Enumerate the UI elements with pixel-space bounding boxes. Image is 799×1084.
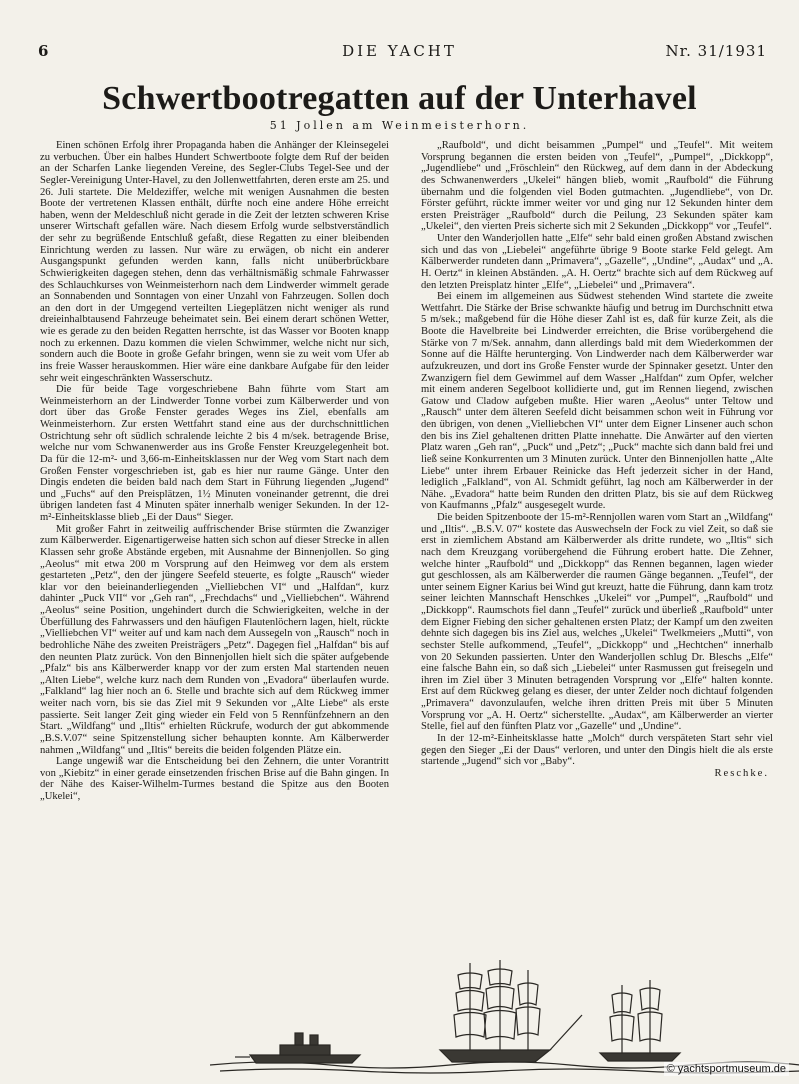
paragraph: Mit großer Fahrt in zeitweilig auffrischender Brise stürmten die Zwanziger zum Kälberwerder. Eigenartigerweise hatten sich schon auf dieser Strecke in allen Klassen sehr große Abstände ergeben, mit Ausnahme der Binnenjollen. So ging „Aeolus“ mit etwa 200 m Vorsprung auf den Heimweg vor dem als erstem gestarteten „Petz“, den der jüngere Seefeld steuerte, es folgte „Rausch“ wieder klar vor den beieinanderliegenden „Vielliebchen VI“ und „Halfdan“, kurz dahinter „Puck VII“ vor „Geh ran“, „Frechdachs“ und „Vielliebchen“. Während „Aeolus“ seine Position, ungehindert durch die Schwierigkeiten, welche in der Überfüllung des Fahrwassers und den häufigen Flautenlöchern lagen, hielt, rückte „Vielliebchen VI“ weiter auf und kam nach dem Aussegeln von „Rausch“ noch in bedrohliche Nähe des zweiten Preisträgers „Petz“. Dagegen fiel „Halfdan“ bis auf den neunten Platz zurück. Von den Binnenjollen hielt sich die später aufgebende „Pfalz“ bis ans Kälberwerder knapp vor der zum ersten Mal startenden neuen „Alten Liebe“, welche kurz nach dem Runden von „Evadora“ überlaufen wurde. „Falkland“ lag hier noch an 6. Stelle und brachte sich auf dem Rückweg immer weiter nach vorn, bis sie das Ziel mit 9 Sekunden vor „Alte Liebe“ als erste passierte. Seit langer Zeit ging wieder ein Feld von 5 Rennfünfzehnern an den Start. „Wildfang“ und „Iltis“ erhielten Rückrufe, wodurch der gut abkommende „B.S.V.07“ seine Spitzenstellung sicher behaupten konnte. Am Kälberwerder nahmen „Wildfang“ und „Iltis“ bereits die beiden folgenden Plätze ein. — [40, 523, 389, 756]
paragraph: Lange ungewiß war die Entscheidung bei den Zehnern, die unter Vorantritt von „Kiebitz“ in einer gerade einsetzenden frischen Brise auf die Bahn gingen. In der Nähe des Kaiser-Wilhelm-Turmes bestand die Spitze aus den Booten „Ukelei“, — [40, 756, 389, 802]
issue-number: Nr. 31/1931 — [665, 42, 767, 60]
article-subtitle: 51 Jollen am Weinmeisterhorn. — [269, 119, 530, 132]
magazine-name: DIE YACHT — [342, 42, 457, 60]
paragraph: Einen schönen Erfolg ihrer Propaganda haben die Anhänger der Kleinsegelei zu verbuchen. Über ein halbes Hundert Schwertboote folgte dem Ruf der beiden an der Scharfen Lanke liegenden Vereine, des Segler-Clubs Tegel-See und der Segler-Vereinigung Unter-Havel, zu den Jollenwettfahrten, deren erste am 25. und 26. Juli startete. Die Meldeziffer, welche mit wenigen Ausnahmen die besten Boote der vertretenen Klassen enthält, dürfte noch eine andere Höhe erreicht haben, wenn der Meldeschluß nicht gerade in die Zeit der letzten schweren Krise unserer Wirtschaft gefallen wäre. Nach diesem Erfolg wurde selbstverständlich der sehr zu begrüßende Entschluß gefaßt, diese Regatten zu einer bleibenden Einrichtung werden zu lassen. Nur wäre zu erwägen, ob nicht ein anderer Ausgangspunkt gefunden werden kann, falls nicht unüberbrückbare Schwierigkeiten dagegen stehen, denn das verhältnismäßig schmale Fahrwasser des Schlauchkurses von Weinmeisterhorn nach dem Lindwerder wimmelt gerade an Sonnabenden und Sonntagen von einer Unzahl von Fahrzeugen. Sollen doch an den dort in der Umgegend verteilten Liegeplätzen nicht weniger als rund dreieinhalbtausend Fahrzeuge beheimatet sein. Bei einem derart schönen Wetter, wie es gerade zu den beiden Regatten herrschte, ist das Wasser vor Booten knapp noch zu erkennen. Dazu kommen die vielen Schwimmer, welche nicht nur sich, sondern auch die Boote in große Gefahr bringen, wenn sie zu weit vom Ufer ab ins freie Wasser herauskommen. Hier wäre eine dankbare Aufgabe für den leider sehr weit eingeschränkten Wasserschutz. — [40, 140, 389, 384]
paragraph: Die für beide Tage vorgeschriebene Bahn führte vom Start am Weinmeisterhorn an der Lindwerder Tonne vorbei zum Kälberwerder und von dort über das Große Fenster gerades Weges ins Ziel, ebenfalls am Weinmeisterhorn. Zur ersten Wettfahrt stand eine aus der durchschnittlichen Ostrichtung sehr oft südlich schralende leichte 2 bis 4 m/sek. betragende Brise, welche nur vom Schwanenwerder aus ins Große Fenster Kreuzgelegenheit bot. Da für die 12-m²- und 3,66-m-Einheitsklassen nur der Weg vom Start nach dem Großen Fenster vorgeschrieben ist, gab es hier nur raume Gänge. Unter den Dingis endeten die beiden bald nach dem Start in Führung liegenden „Jugend“ und „Fuchs“ auf den Preisplätzen, 1½ Minuten voneinander getrennt, die drei übrigen landeten fast 4 Minuten später innerhalb weniger Sekunden. In der 12-m²-Einheitsklasse blieb „Ei der Daus“ Sieger. — [40, 384, 389, 523]
watermark-credit: © yachtsportmuseum.de — [664, 1062, 789, 1076]
sailing-ships-illustration — [210, 955, 799, 1075]
page-number: 6 — [38, 42, 50, 60]
paragraph: „Raufbold“, und dicht beisammen „Pumpel“ und „Teufel“. Mit weitem Vorsprung begannen die ersten beiden von „Teufel“, „Pumpel“, „Dickkopp“, „Jugendliebe“ und „Fröschlein“ den Rückweg, auf dem dann in der Abdeckung des Schwanenwerders „Ukelei“ hängen blieb, womit „Raufbold“ die Führung übernahm und die folgenden viel Boden gutmachten. „Jugendliebe“, von Dr. Förster geführt, rückte immer weiter vor und ging nur 12 Sekunden hinter dem ersten Preisträger „Raufbold“ durch die Peilung, 23 Sekunden später kam „Ukelei“, den vierten Preis sicherte sich mit 2 Sekunden „Dickkopp“ vor „Teufel“. — [421, 140, 773, 233]
paragraph: Bei einem im allgemeinen aus Südwest stehenden Wind startete die zweite Wettfahrt. Die Stärke der Brise schwankte häufig und betrug im Durchschnitt etwa 5 m/sek.; maßgebend für die Höhe dieser Zahl ist es, daß für kurze Zeit, als die Boote die Havelbreite bei Lindwerder erreichten, die Brise vorübergehend die Stärke von 7 m/Sek. annahm, dann allerdings bald mit dem Wiederkommen der Sonne auf die Hälfte herunterging. Von Lindwerder nach dem Kälberwerder war aufzukreuzen, und dort ins Große Fenster wurde der Spinnaker gesetzt. Unter den Zwanzigern fiel dem Gewimmel auf dem Wasser „Halfdan“ zum Opfer, welcher mit einem anderen Segelboot kollidierte und, gut im Rennen liegend, zwischen Gatow und Cladow aufgeben mußte. Hier waren „Aeolus“ unter Teltow und „Rausch“ unter dem älteren Seefeld dicht beisammen schon weit in Führung vor den übrigen, von denen „Vielliebchen VI“ unter dem Eigner Linsener auch schon den bis ins Ziel gehaltenen dritten Platte innehatte. Die Anwärter auf den vierten Platz waren „Geh ran“, „Puck“ und „Petz“; „Puck“ machte sich dann bald frei und ließ seine Konkurrenten um 3 Minuten zurück. Unter den Binnenjollen hatte „Alte Liebe“ unter ihrem Erbauer Reinicke das Heft jederzeit sicher in der Hand, lediglich „Falkland“, von Al. Schmidt geführt, lag noch am Kälberwerder in der Nähe. „Evadora“ hatte beim Runden den dritten Platz, bis sie auf dem Rückweg von Kaufmanns „Pfalz“ ausgesegelt wurde. — [421, 291, 773, 512]
paragraph: In der 12-m²-Einheitsklasse hatte „Molch“ durch verspäteten Start sehr viel gegen den Sieger „Ei der Daus“ verloren, und unter den Dingis hielt die als erste startende „Jugend“ sich vor „Baby“. — [421, 732, 773, 768]
author-signature: Reschke. — [714, 767, 769, 779]
paragraph: Die beiden Spitzenboote der 15-m²-Rennjollen waren vom Start an „Wildfang“ und „Iltis“. „B.S.V. 07“ kostete das Auswechseln der Fock zu viel Zeit, so daß sie erst in ziemlichem Abstand am Kälberwerder als dritte rundete, wo „Iltis“ sich nach dem Kreuzgang vorübergehend die Führung erobert hatte. Die Zehner, welche hinter „Raufbold“ und „Dickkopp“ das Rennen begannen, lagen wieder gut geschlossen, als am Kälberwerder die raumen Gänge begannen. „Teufel“, der unter seinem Eigner Karius bei Wind gut kreuzt, hatte die Führung, dann kam trotz seiner leichten Mannschaft Henschkes „Ukelei“ vor „Pumpel“, „Raufbold“ und „Dickkopp“. Raumschots fiel dann „Teufel“ zurück und überließ „Raufbold“ unter dem Eigner Fiebing den sicher gehaltenen ersten Platz; der Kampf um den zweiten dehnte sich dagegen bis ins Ziel aus, welches „Ukelei“ Twelkmeiers „Mutti“, von sechster Stelle aufkommend, „Teufel“, „Dickkopp“ und „Hechtchen“ innerhalb von 20 Sekunden passierten. Unter den Wanderjollen schlug Dr. Bleschs „Elfe“ eine falsche Bahn ein, so daß sich „Liebelei“ unter Rasmussen gut freisegeln und ihren im Ziel über 3 Minuten betragenden Vorsprung vor „Elfe“ halten konnte. Erst auf dem Rückweg gelang es dieser, der unter Zelder noch dichtauf folgenden „Primavera“ davonzulaufen, welche ihren dritten Preis mit über 5 Minuten Vorsprung vor „A. H. Oertz“ sicherstellte. „Audax“, am Kälberwerder an vierter Stelle, fiel auf den fünften Platz vor „Gazelle“ und „Undine“. — [421, 512, 773, 733]
article-title: Schwertbootregatten auf der Unterhavel — [102, 80, 697, 117]
paragraph: Unter den Wanderjollen hatte „Elfe“ sehr bald einen großen Abstand zwischen sich und das von „Liebelei“ angeführte übrige 9 Boote starke Feld gelegt. Am Kälberwerder rundeten dann „Primavera“, „Gazelle“, „Undine“, „Audax“ und „A. H. Oertz“ in kleinen Abständen. „A. H. Oertz“ brachte sich auf dem Rückweg auf den letzten Preisplatz hinter „Elfe“, „Liebelei“ und „Primavera“. — [421, 233, 773, 291]
left-column — [40, 140, 389, 803]
right-column — [421, 140, 773, 779]
